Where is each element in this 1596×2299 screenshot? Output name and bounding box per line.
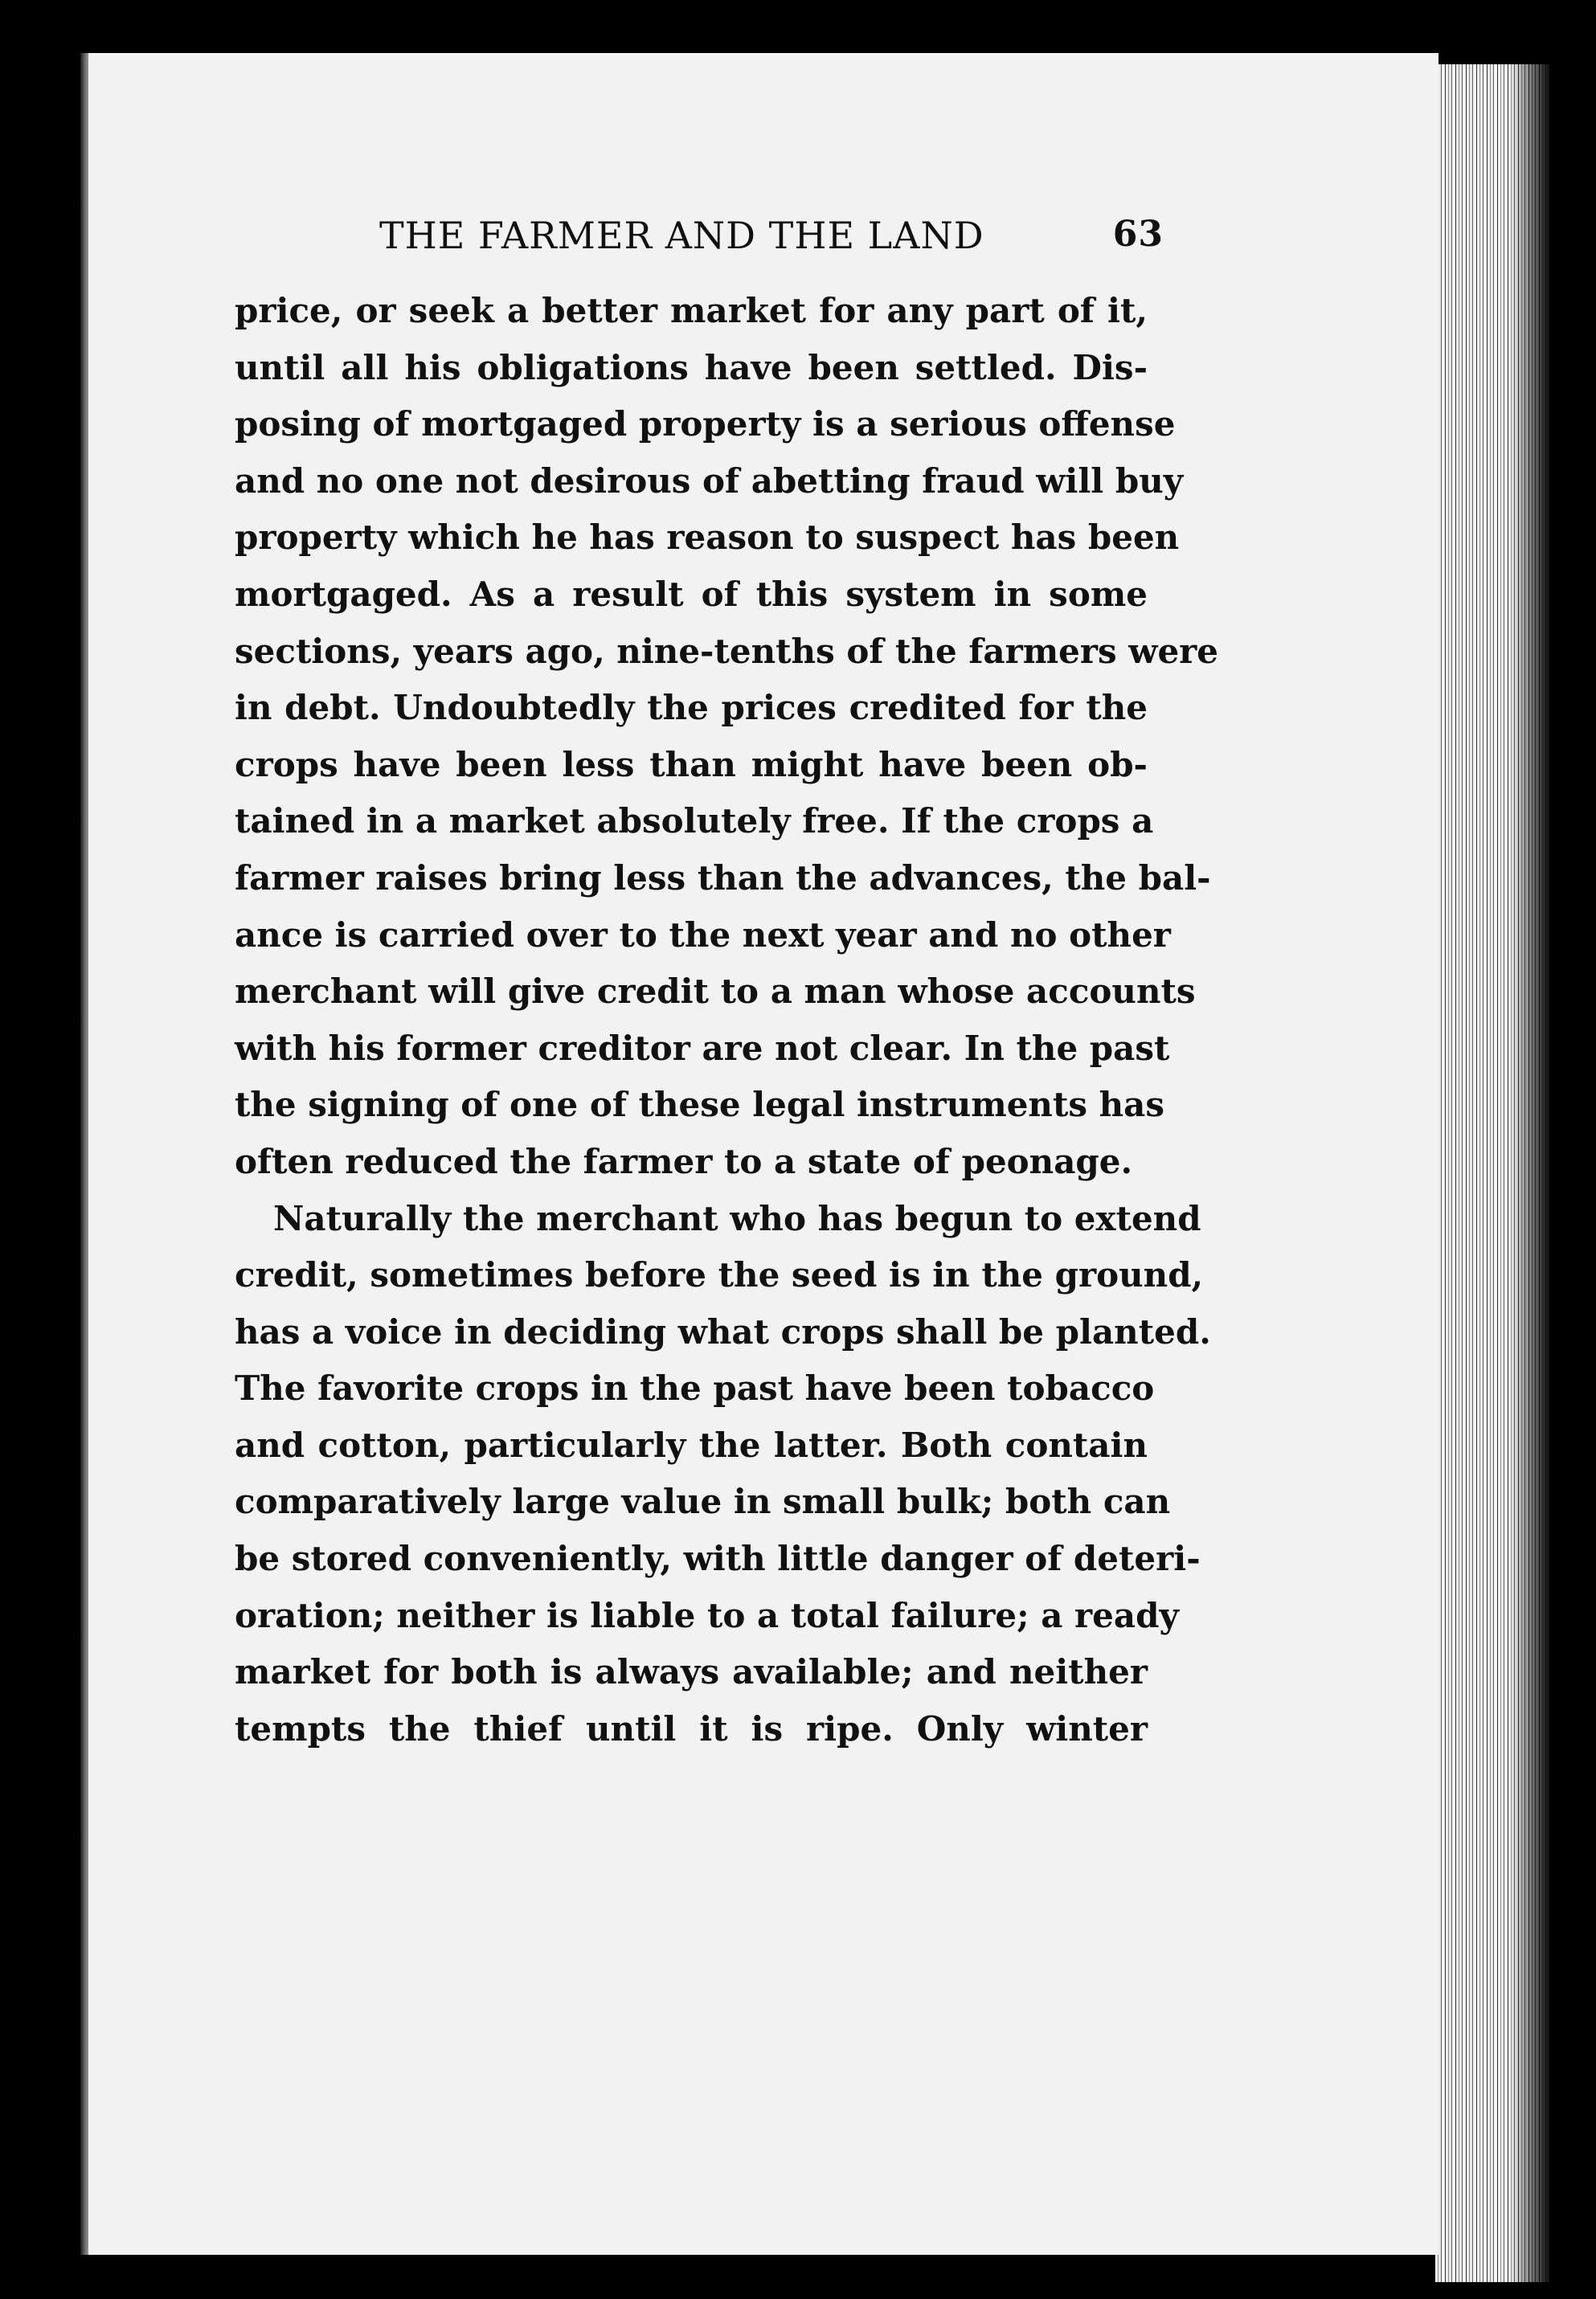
text-line: and no one not desirous of abetting fraud will buy <box>235 460 1184 501</box>
text-line: credit, sometimes before the seed is in the ground, <box>235 1255 1204 1295</box>
text-line: with his former creditor are not clear. In the past <box>235 1028 1170 1068</box>
paragraph <box>235 283 1219 1191</box>
text-line: price, or seek a better market for any part of it, <box>235 291 1148 330</box>
text-line: property which he has reason to suspect has been <box>235 517 1180 558</box>
page-number: 63 <box>1112 214 1164 255</box>
body-text <box>235 283 1219 1757</box>
text-line: Naturally the merchant who has begun to extend <box>273 1198 1201 1238</box>
text-line: in debt. Undoubtedly the prices credited for the <box>235 688 1148 728</box>
text-line: be stored conveniently, with little danger of deteri- <box>235 1539 1201 1579</box>
text-line: sections, years ago, nine-tenths of the farmers were <box>235 631 1219 671</box>
running-head-title: THE FARMER AND THE LAND <box>379 214 984 257</box>
text-line: tained in a market absolutely free. If the crops a <box>235 801 1154 841</box>
text-line: ance is carried over to the next year and no other <box>235 914 1171 955</box>
running-head <box>379 214 1164 262</box>
text-line: The favorite crops in the past have been tobacco <box>235 1368 1155 1409</box>
text-line: often reduced the farmer to a state of peonage. <box>235 1141 1133 1181</box>
page-stack-shadow <box>1511 64 1559 2282</box>
text-line: farmer raises bring less than the advances, the bal- <box>235 857 1211 898</box>
text-line: posing of mortgaged property is a serious offense <box>235 404 1176 444</box>
text-line: until all his obligations have been settled. Dis- <box>235 347 1148 387</box>
text-line: the signing of one of these legal instruments has <box>235 1085 1165 1125</box>
text-line: has a voice in deciding what crops shall be planted. <box>235 1311 1211 1352</box>
text-line: crops have been less than might have been ob- <box>235 744 1148 784</box>
text-line: market for both is always available; and neither <box>235 1652 1148 1692</box>
text-line: comparatively large value in small bulk; both can <box>235 1482 1171 1522</box>
text-line: and cotton, particularly the latter. Both contain <box>235 1425 1148 1465</box>
text-line: merchant will give credit to a man whose accounts <box>235 972 1196 1012</box>
paragraph <box>235 1191 1211 1758</box>
text-line: tempts the thief until it is ripe. Only winter <box>235 1708 1148 1749</box>
text-line: oration; neither is liable to a total failure; a ready <box>235 1595 1179 1635</box>
text-line: mortgaged. As a result of this system in some <box>235 574 1148 614</box>
